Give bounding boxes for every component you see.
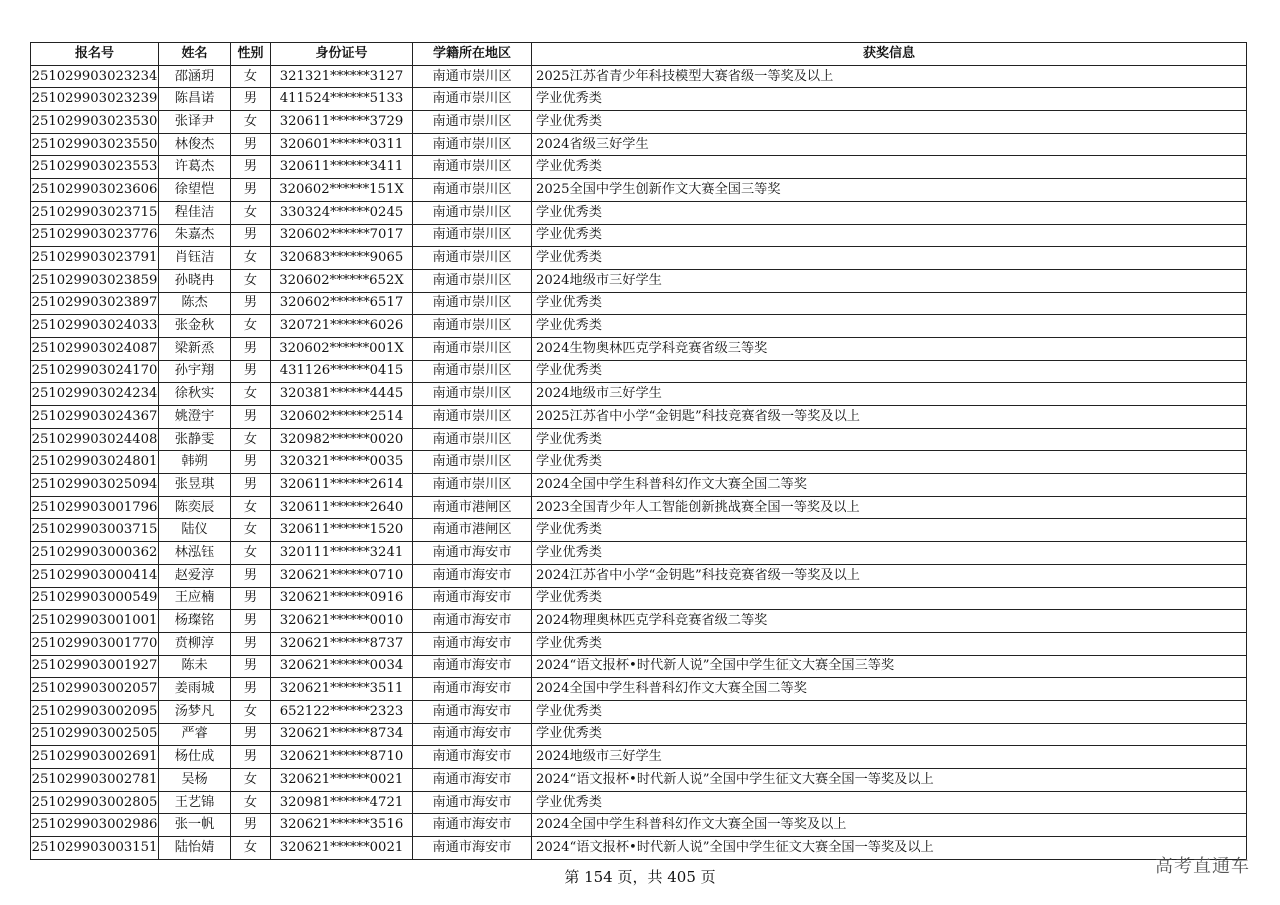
registration-no-cell: 251029903000549 — [31, 587, 159, 610]
region-cell: 南通市海安市 — [413, 700, 532, 723]
name-cell: 姚澄宇 — [159, 406, 231, 429]
id-number-cell: 320611******2614 — [271, 474, 413, 497]
award-cell: 2025全国中学生创新作文大赛全国三等奖 — [532, 179, 1247, 202]
region-cell: 南通市崇川区 — [413, 247, 532, 270]
table-row — [31, 428, 1247, 451]
gender-cell: 男 — [231, 564, 271, 587]
award-cell: 学业优秀类 — [532, 519, 1247, 542]
name-cell: 肖钰洁 — [159, 247, 231, 270]
registration-no-cell: 251029903024408 — [31, 428, 159, 451]
award-cell: 2024省级三好学生 — [532, 133, 1247, 156]
name-cell: 许葛杰 — [159, 156, 231, 179]
gender-cell: 男 — [231, 678, 271, 701]
gender-cell: 女 — [231, 383, 271, 406]
table-row — [31, 337, 1247, 360]
award-cell: 学业优秀类 — [532, 632, 1247, 655]
region-cell: 南通市海安市 — [413, 814, 532, 837]
registration-no-cell: 251029903023715 — [31, 201, 159, 224]
region-cell: 南通市港闸区 — [413, 519, 532, 542]
table-row — [31, 65, 1247, 88]
gender-cell: 男 — [231, 610, 271, 633]
registration-no-cell: 251029903024170 — [31, 360, 159, 383]
table-row — [31, 678, 1247, 701]
table-row — [31, 383, 1247, 406]
name-cell: 陈昌诺 — [159, 88, 231, 111]
id-number-cell: 320621******0021 — [271, 837, 413, 860]
name-cell: 汤梦凡 — [159, 700, 231, 723]
registration-no-cell: 251029903023606 — [31, 179, 159, 202]
name-cell: 韩朔 — [159, 451, 231, 474]
gender-cell: 女 — [231, 269, 271, 292]
gender-cell: 女 — [231, 769, 271, 792]
header-registration-no: 报名号 — [31, 43, 159, 66]
award-cell: 学业优秀类 — [532, 360, 1247, 383]
registration-no-cell: 251029903002057 — [31, 678, 159, 701]
table-row — [31, 156, 1247, 179]
registration-no-cell: 251029903023234 — [31, 65, 159, 88]
gender-cell: 女 — [231, 791, 271, 814]
id-number-cell: 320611******1520 — [271, 519, 413, 542]
id-number-cell: 320982******0020 — [271, 428, 413, 451]
award-cell: 学业优秀类 — [532, 700, 1247, 723]
table-row — [31, 88, 1247, 111]
id-number-cell: 320621******8734 — [271, 723, 413, 746]
name-cell: 王应楠 — [159, 587, 231, 610]
registration-no-cell: 251029903002691 — [31, 746, 159, 769]
name-cell: 张金秋 — [159, 315, 231, 338]
table-row — [31, 632, 1247, 655]
registration-no-cell: 251029903002805 — [31, 791, 159, 814]
id-number-cell: 320602******6517 — [271, 292, 413, 315]
region-cell: 南通市海安市 — [413, 769, 532, 792]
table-row — [31, 837, 1247, 860]
table-row — [31, 201, 1247, 224]
registration-no-cell: 251029903000414 — [31, 564, 159, 587]
table-row — [31, 769, 1247, 792]
header-name: 姓名 — [159, 43, 231, 66]
award-cell: 2024地级市三好学生 — [532, 383, 1247, 406]
watermark-text: 高考直通车 — [1155, 856, 1250, 877]
gender-cell: 女 — [231, 496, 271, 519]
registration-no-cell: 251029903002095 — [31, 700, 159, 723]
table-row — [31, 451, 1247, 474]
gender-cell: 男 — [231, 814, 271, 837]
region-cell: 南通市海安市 — [413, 678, 532, 701]
table-row — [31, 723, 1247, 746]
id-number-cell: 320981******4721 — [271, 791, 413, 814]
region-cell: 南通市崇川区 — [413, 111, 532, 134]
registration-no-cell: 251029903024367 — [31, 406, 159, 429]
id-number-cell: 320381******4445 — [271, 383, 413, 406]
name-cell: 邵涵玥 — [159, 65, 231, 88]
name-cell: 陈奕辰 — [159, 496, 231, 519]
gender-cell: 男 — [231, 587, 271, 610]
gender-cell: 男 — [231, 88, 271, 111]
id-number-cell: 320621******3511 — [271, 678, 413, 701]
award-cell: 学业优秀类 — [532, 156, 1247, 179]
table-row — [31, 179, 1247, 202]
gender-cell: 男 — [231, 723, 271, 746]
award-cell: 学业优秀类 — [532, 791, 1247, 814]
name-cell: 徐秋实 — [159, 383, 231, 406]
id-number-cell: 320602******7017 — [271, 224, 413, 247]
registration-no-cell: 251029903023553 — [31, 156, 159, 179]
region-cell: 南通市海安市 — [413, 610, 532, 633]
award-cell: 学业优秀类 — [532, 451, 1247, 474]
registration-no-cell: 251029903025094 — [31, 474, 159, 497]
page-number: 第 154 页，共 405 页 — [564, 868, 716, 886]
registration-no-cell: 251029903024087 — [31, 337, 159, 360]
region-cell: 南通市崇川区 — [413, 156, 532, 179]
table-row — [31, 360, 1247, 383]
award-cell: 学业优秀类 — [532, 315, 1247, 338]
gender-cell: 女 — [231, 700, 271, 723]
gender-cell: 女 — [231, 542, 271, 565]
id-number-cell: 320321******0035 — [271, 451, 413, 474]
id-number-cell: 320621******0710 — [271, 564, 413, 587]
name-cell: 杨仕成 — [159, 746, 231, 769]
table-row — [31, 746, 1247, 769]
region-cell: 南通市崇川区 — [413, 406, 532, 429]
name-cell: 陈未 — [159, 655, 231, 678]
region-cell: 南通市崇川区 — [413, 360, 532, 383]
award-cell: 2024“语文报杯•时代新人说”全国中学生征文大赛全国一等奖及以上 — [532, 837, 1247, 860]
award-cell: 2025江苏省青少年科技模型大赛省级一等奖及以上 — [532, 65, 1247, 88]
award-cell: 学业优秀类 — [532, 428, 1247, 451]
region-cell: 南通市崇川区 — [413, 292, 532, 315]
table-row — [31, 111, 1247, 134]
region-cell: 南通市崇川区 — [413, 428, 532, 451]
region-cell: 南通市崇川区 — [413, 383, 532, 406]
award-cell: 2024“语文报杯•时代新人说”全国中学生征文大赛全国三等奖 — [532, 655, 1247, 678]
header-region: 学籍所在地区 — [413, 43, 532, 66]
region-cell: 南通市崇川区 — [413, 133, 532, 156]
gender-cell: 女 — [231, 201, 271, 224]
name-cell: 王艺锦 — [159, 791, 231, 814]
award-cell: 2025江苏省中小学“金钥匙”科技竞赛省级一等奖及以上 — [532, 406, 1247, 429]
award-cell: 学业优秀类 — [532, 247, 1247, 270]
registration-no-cell: 251029903003715 — [31, 519, 159, 542]
table-row — [31, 814, 1247, 837]
awards-table — [30, 42, 1247, 860]
region-cell: 南通市崇川区 — [413, 315, 532, 338]
gender-cell: 男 — [231, 746, 271, 769]
id-number-cell: 411524******5133 — [271, 88, 413, 111]
award-cell: 2023全国青少年人工智能创新挑战赛全国一等奖及以上 — [532, 496, 1247, 519]
id-number-cell: 320621******8737 — [271, 632, 413, 655]
gender-cell: 女 — [231, 247, 271, 270]
id-number-cell: 320621******8710 — [271, 746, 413, 769]
name-cell: 程佳洁 — [159, 201, 231, 224]
award-cell: 2024物理奥林匹克学科竞赛省级二等奖 — [532, 610, 1247, 633]
id-number-cell: 320621******0034 — [271, 655, 413, 678]
table-row — [31, 542, 1247, 565]
name-cell: 赵爱淳 — [159, 564, 231, 587]
gender-cell: 男 — [231, 632, 271, 655]
gender-cell: 女 — [231, 65, 271, 88]
region-cell: 南通市崇川区 — [413, 65, 532, 88]
table-row — [31, 610, 1247, 633]
table-row — [31, 655, 1247, 678]
registration-no-cell: 251029903024234 — [31, 383, 159, 406]
region-cell: 南通市港闸区 — [413, 496, 532, 519]
award-cell: 2024地级市三好学生 — [532, 746, 1247, 769]
table-row — [31, 292, 1247, 315]
id-number-cell: 652122******2323 — [271, 700, 413, 723]
gender-cell: 男 — [231, 224, 271, 247]
award-cell: 学业优秀类 — [532, 587, 1247, 610]
registration-no-cell: 251029903001927 — [31, 655, 159, 678]
registration-no-cell: 251029903023897 — [31, 292, 159, 315]
award-cell: 学业优秀类 — [532, 224, 1247, 247]
registration-no-cell: 251029903023550 — [31, 133, 159, 156]
id-number-cell: 320621******3516 — [271, 814, 413, 837]
registration-no-cell: 251029903001001 — [31, 610, 159, 633]
table-row — [31, 406, 1247, 429]
region-cell: 南通市海安市 — [413, 837, 532, 860]
name-cell: 严睿 — [159, 723, 231, 746]
registration-no-cell: 251029903002986 — [31, 814, 159, 837]
id-number-cell: 320621******0916 — [271, 587, 413, 610]
region-cell: 南通市海安市 — [413, 791, 532, 814]
id-number-cell: 320721******6026 — [271, 315, 413, 338]
gender-cell: 男 — [231, 474, 271, 497]
id-number-cell: 320611******3729 — [271, 111, 413, 134]
region-cell: 南通市崇川区 — [413, 88, 532, 111]
region-cell: 南通市崇川区 — [413, 337, 532, 360]
id-number-cell: 320602******652X — [271, 269, 413, 292]
gender-cell: 男 — [231, 360, 271, 383]
gender-cell: 男 — [231, 655, 271, 678]
gender-cell: 女 — [231, 315, 271, 338]
award-cell: 2024地级市三好学生 — [532, 269, 1247, 292]
gender-cell: 男 — [231, 406, 271, 429]
header-gender: 性别 — [231, 43, 271, 66]
name-cell: 陆仪 — [159, 519, 231, 542]
region-cell: 南通市崇川区 — [413, 224, 532, 247]
name-cell: 梁新烝 — [159, 337, 231, 360]
table-row — [31, 700, 1247, 723]
header-row — [31, 43, 1247, 66]
gender-cell: 男 — [231, 451, 271, 474]
id-number-cell: 320611******3411 — [271, 156, 413, 179]
region-cell: 南通市崇川区 — [413, 201, 532, 224]
name-cell: 张译尹 — [159, 111, 231, 134]
registration-no-cell: 251029903002505 — [31, 723, 159, 746]
gender-cell: 女 — [231, 837, 271, 860]
region-cell: 南通市海安市 — [413, 723, 532, 746]
name-cell: 陆怡婧 — [159, 837, 231, 860]
header-award-info: 获奖信息 — [532, 43, 1247, 66]
name-cell: 姜雨城 — [159, 678, 231, 701]
award-cell: 2024江苏省中小学“金钥匙”科技竞赛省级一等奖及以上 — [532, 564, 1247, 587]
region-cell: 南通市崇川区 — [413, 474, 532, 497]
id-number-cell: 320602******151X — [271, 179, 413, 202]
name-cell: 张昱琪 — [159, 474, 231, 497]
id-number-cell: 330324******0245 — [271, 201, 413, 224]
name-cell: 张一帆 — [159, 814, 231, 837]
registration-no-cell: 251029903024801 — [31, 451, 159, 474]
gender-cell: 男 — [231, 337, 271, 360]
name-cell: 吴杨 — [159, 769, 231, 792]
gender-cell: 男 — [231, 179, 271, 202]
table-row — [31, 587, 1247, 610]
region-cell: 南通市海安市 — [413, 587, 532, 610]
id-number-cell: 320111******3241 — [271, 542, 413, 565]
region-cell: 南通市崇川区 — [413, 179, 532, 202]
id-number-cell: 320683******9065 — [271, 247, 413, 270]
name-cell: 徐望恺 — [159, 179, 231, 202]
table-row — [31, 247, 1247, 270]
region-cell: 南通市海安市 — [413, 746, 532, 769]
table-row — [31, 496, 1247, 519]
name-cell: 张静雯 — [159, 428, 231, 451]
award-cell: 2024全国中学生科普科幻作文大赛全国二等奖 — [532, 474, 1247, 497]
id-number-cell: 320611******2640 — [271, 496, 413, 519]
id-number-cell: 321321******3127 — [271, 65, 413, 88]
id-number-cell: 320621******0021 — [271, 769, 413, 792]
name-cell: 孙宇翔 — [159, 360, 231, 383]
table-row — [31, 519, 1247, 542]
registration-no-cell: 251029903002781 — [31, 769, 159, 792]
award-cell: 学业优秀类 — [532, 292, 1247, 315]
gender-cell: 女 — [231, 428, 271, 451]
header-id-number: 身份证号 — [271, 43, 413, 66]
gender-cell: 女 — [231, 519, 271, 542]
registration-no-cell: 251029903001796 — [31, 496, 159, 519]
awards-table-container — [30, 42, 1247, 860]
registration-no-cell: 251029903023791 — [31, 247, 159, 270]
table-row — [31, 315, 1247, 338]
award-cell: 学业优秀类 — [532, 723, 1247, 746]
id-number-cell: 431126******0415 — [271, 360, 413, 383]
region-cell: 南通市崇川区 — [413, 451, 532, 474]
table-row — [31, 474, 1247, 497]
name-cell: 杨璨铭 — [159, 610, 231, 633]
name-cell: 朱嘉杰 — [159, 224, 231, 247]
table-body — [31, 65, 1247, 859]
registration-no-cell: 251029903003151 — [31, 837, 159, 860]
award-cell: 2024“语文报杯•时代新人说”全国中学生征文大赛全国一等奖及以上 — [532, 769, 1247, 792]
table-row — [31, 224, 1247, 247]
table-row — [31, 269, 1247, 292]
gender-cell: 女 — [231, 111, 271, 134]
table-row — [31, 791, 1247, 814]
region-cell: 南通市崇川区 — [413, 269, 532, 292]
registration-no-cell: 251029903023239 — [31, 88, 159, 111]
region-cell: 南通市海安市 — [413, 542, 532, 565]
registration-no-cell: 251029903024033 — [31, 315, 159, 338]
award-cell: 学业优秀类 — [532, 201, 1247, 224]
registration-no-cell: 251029903001770 — [31, 632, 159, 655]
award-cell: 学业优秀类 — [532, 111, 1247, 134]
region-cell: 南通市海安市 — [413, 655, 532, 678]
table-row — [31, 133, 1247, 156]
award-cell: 学业优秀类 — [532, 88, 1247, 111]
award-cell: 学业优秀类 — [532, 542, 1247, 565]
id-number-cell: 320602******2514 — [271, 406, 413, 429]
name-cell: 贲柳淳 — [159, 632, 231, 655]
registration-no-cell: 251029903023776 — [31, 224, 159, 247]
gender-cell: 男 — [231, 292, 271, 315]
id-number-cell: 320621******0010 — [271, 610, 413, 633]
id-number-cell: 320601******0311 — [271, 133, 413, 156]
name-cell: 林俊杰 — [159, 133, 231, 156]
name-cell: 林泓钰 — [159, 542, 231, 565]
name-cell: 孙晓冉 — [159, 269, 231, 292]
name-cell: 陈杰 — [159, 292, 231, 315]
gender-cell: 男 — [231, 156, 271, 179]
award-cell: 2024全国中学生科普科幻作文大赛全国一等奖及以上 — [532, 814, 1247, 837]
table-row — [31, 564, 1247, 587]
region-cell: 南通市海安市 — [413, 564, 532, 587]
award-cell: 2024全国中学生科普科幻作文大赛全国二等奖 — [532, 678, 1247, 701]
gender-cell: 男 — [231, 133, 271, 156]
award-cell: 2024生物奥林匹克学科竞赛省级三等奖 — [532, 337, 1247, 360]
registration-no-cell: 251029903023530 — [31, 111, 159, 134]
id-number-cell: 320602******001X — [271, 337, 413, 360]
registration-no-cell: 251029903000362 — [31, 542, 159, 565]
region-cell: 南通市海安市 — [413, 632, 532, 655]
registration-no-cell: 251029903023859 — [31, 269, 159, 292]
